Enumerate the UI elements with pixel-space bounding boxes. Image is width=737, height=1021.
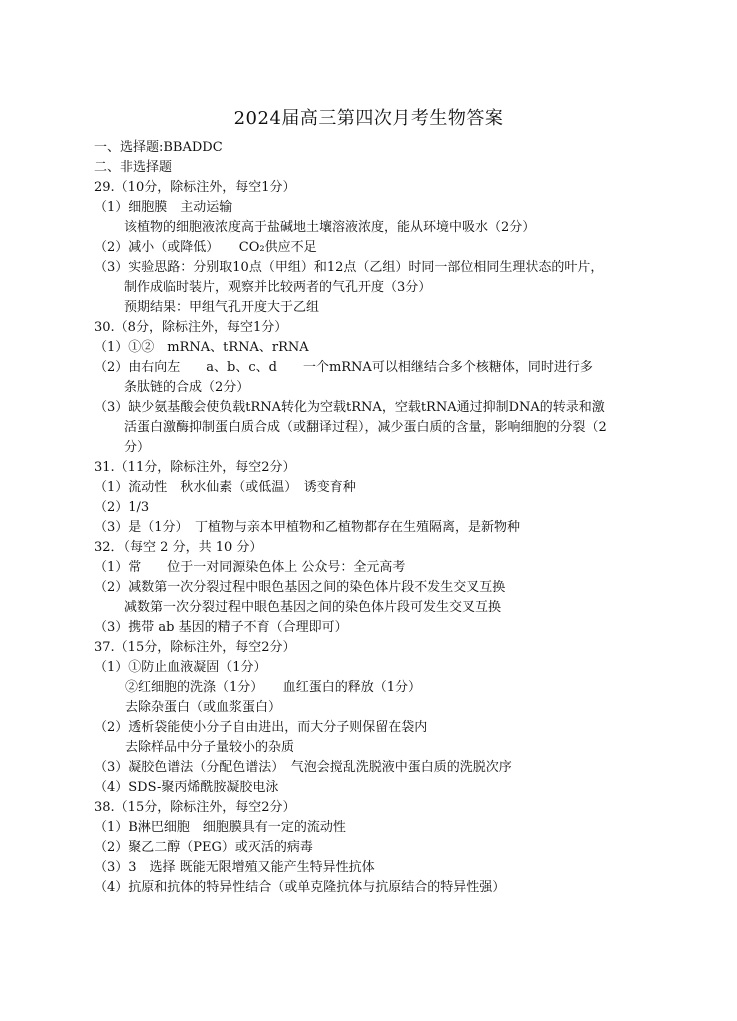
answer-line: （1）①② mRNA、tRNA、rRNA <box>94 340 309 355</box>
answer-line: ②红细胞的洗涤（1分） 血红蛋白的释放（1分） <box>125 680 422 695</box>
answer-line: 一、选择题:BBADDC <box>94 140 223 155</box>
answer-line: 制作成临时装片，观察并比较两者的气孔开度（3分） <box>124 280 432 295</box>
answer-line: （3）凝胶色谱法（分配色谱法） 气泡会搅乱洗脱液中蛋白质的洗脱次序 <box>94 760 512 775</box>
answer-line: 29.（10分，除标注外，每空1分） <box>94 180 296 195</box>
answer-line: （1）流动性 秋水仙素（或低温） 诱变育种 <box>94 480 356 495</box>
answer-line: （2）由右向左 a、b、c、d 一个mRNA可以相继结合多个核糖体，同时进行多 <box>94 360 593 375</box>
answer-line: （2）减小（或降低） CO₂供应不足 <box>94 240 317 255</box>
answer-line: （1）①防止血液凝固（1分） <box>94 660 267 675</box>
answer-line: 31.（11分，除标注外，每空2分） <box>94 460 296 475</box>
answer-line: （3）携带 ab 基因的精子不育（合理即可） <box>94 620 348 635</box>
answer-line: （2）1/3 <box>94 500 150 515</box>
answer-line: 去除杂蛋白（或血浆蛋白） <box>125 700 282 715</box>
answer-line: 条肽链的合成（2分） <box>124 380 250 395</box>
answer-line: 减数第一次分裂过程中眼色基因之间的染色体片段可发生交叉互换 <box>124 600 502 615</box>
answer-line: 该植物的细胞液浓度高于盐碱地土壤溶液浓度，能从环境中吸水（2分） <box>124 220 536 235</box>
answer-line: （3）实验思路：分别取10点（甲组）和12点（乙组）时同一部位相同生理状态的叶片， <box>94 260 604 275</box>
answer-line: 分） <box>124 440 151 455</box>
answer-line: 38.（15分，除标注外，每空2分） <box>94 800 296 815</box>
answer-line: 预期结果：甲组气孔开度大于乙组 <box>124 300 320 315</box>
answer-line: （4）抗原和抗体的特异性结合（或单克隆抗体与抗原结合的特异性强） <box>94 880 506 895</box>
answer-line: 活蛋白激酶抑制蛋白质合成（或翻译过程），减少蛋白质的含量，影响细胞的分裂（2 <box>124 420 607 435</box>
answer-line: 37.（15分，除标注外，每空2分） <box>94 640 296 655</box>
answer-line: （3）是（1分） 丁植物与亲本甲植物和乙植物都存在生殖隔离，是新物种 <box>94 520 521 535</box>
answer-line: 去除样品中分子量较小的杂质 <box>125 740 295 755</box>
answer-line: （4）SDS-聚丙烯酰胺凝胶电泳 <box>94 780 279 795</box>
answer-line: （2）减数第一次分裂过程中眼色基因之间的染色体片段不发生交叉互换 <box>94 580 506 595</box>
answer-line: 30.（8分，除标注外，每空1分） <box>94 320 288 335</box>
answer-line: （2）聚乙二醇（PEG）或灭活的病毒 <box>94 840 313 855</box>
answer-line: （1）常 位于一对同源染色体上 公众号：全元高考 <box>94 560 406 575</box>
answer-line: 二、非选择题 <box>94 160 173 175</box>
answer-lines <box>94 138 704 898</box>
answer-line: （2）透析袋能使小分子自由进出，而大分子则保留在袋内 <box>94 720 428 735</box>
answer-line: （3）缺少氨基酸会使负载tRNA转化为空载tRNA，空载tRNA通过抑制DNA的转录和激 <box>94 400 605 415</box>
page-title: 2024届高三第四次月考生物答案 <box>233 108 504 129</box>
answer-line: （1）B淋巴细胞 细胞膜具有一定的流动性 <box>94 820 346 835</box>
answer-line: （3）3 选择 既能无限增殖又能产生特异性抗体 <box>94 860 375 875</box>
answer-line: 32．（每空 2 分，共 10 分） <box>94 540 263 555</box>
answer-line: （1）细胞膜 主动运输 <box>94 200 233 215</box>
